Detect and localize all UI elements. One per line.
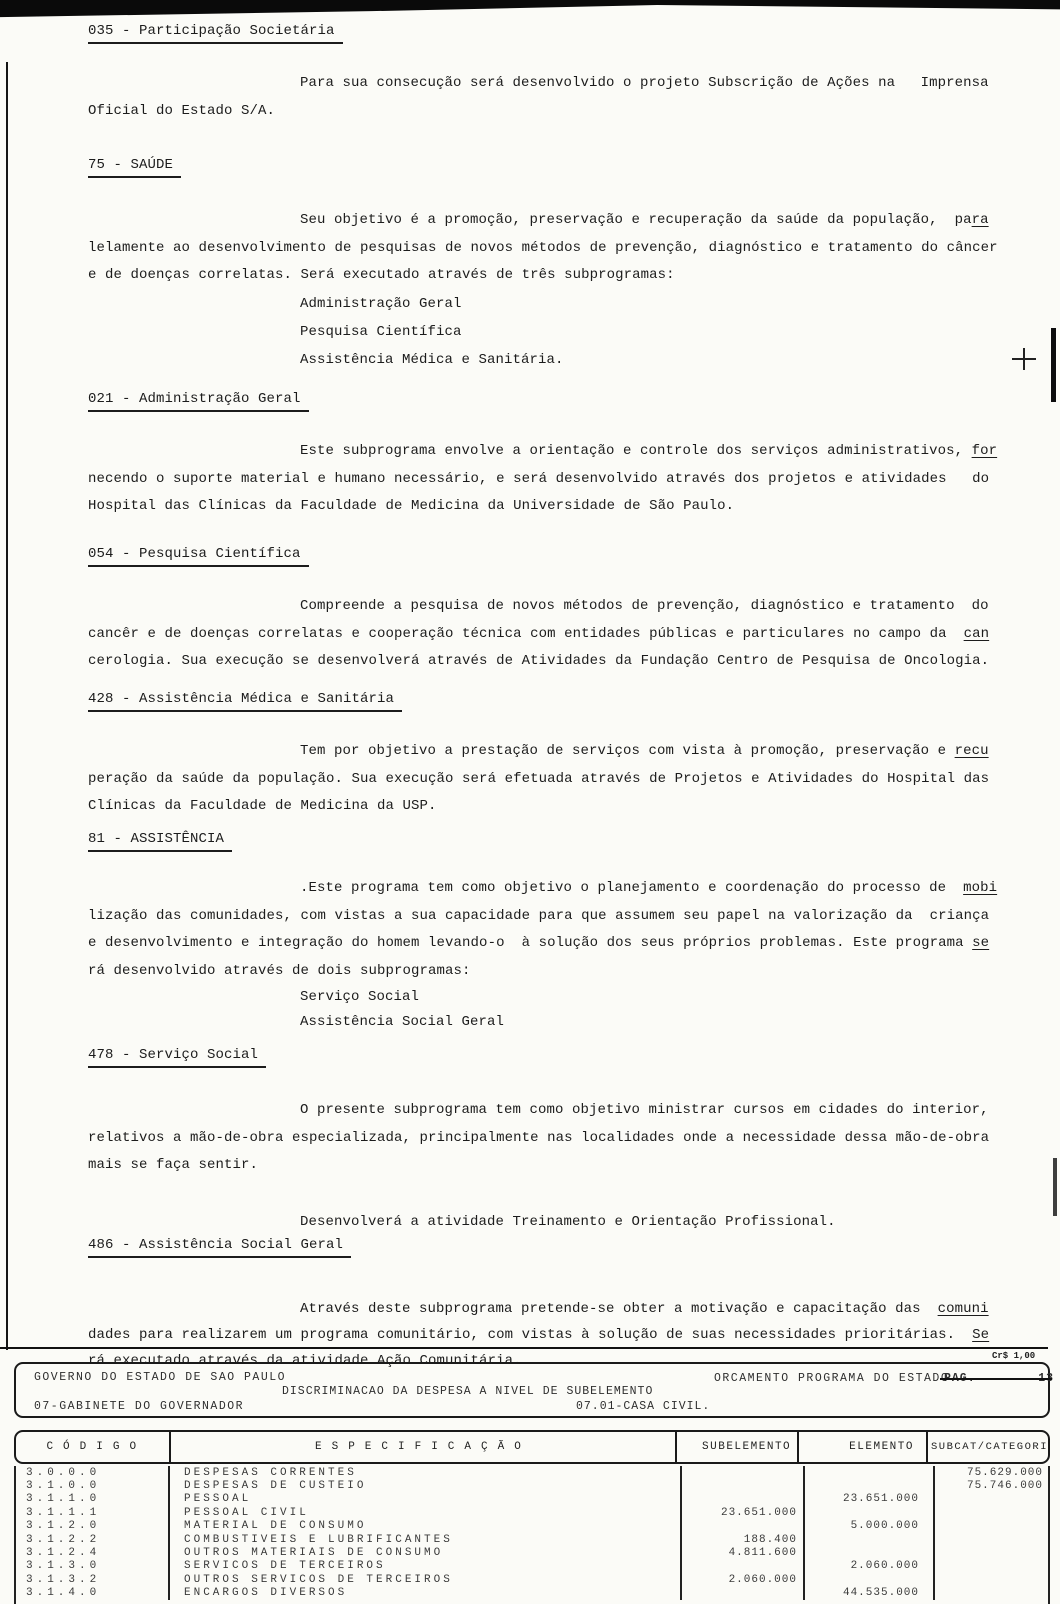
column-header-codigo: CÓDIGO [46,1441,147,1453]
subprogram-list [88,985,1018,1034]
department-name: 07-GABINETE DO GOVERNADOR [34,1400,245,1413]
budget-unit: 07.01-CASA CIVIL. [576,1400,711,1413]
cell-subcat-categoria [933,1506,1048,1519]
cell-codigo: 3.1.0.0 [26,1480,101,1493]
cell-subcat-categoria: 75.746.000 [933,1479,1048,1492]
paragraph-line: e de doenças correlatas. Será executado através de três subprogramas: [88,267,675,283]
cell-especificacao: SERVICOS DE TERCEIROS [168,1560,680,1573]
cell-especificacao: PESSOAL [168,1493,680,1506]
paragraph-line: cancêr e de doenças correlatas e cooperação técnica com entidades públicas e particulares no campo da can [88,625,990,642]
cell-subcat-categoria [933,1573,1048,1586]
cell-especificacao: PESSOAL CIVIL [168,1506,680,1519]
column-header-subcat-categoria: SUBCAT/CATEGORI [926,1432,1048,1462]
paragraph [88,207,1018,290]
section-heading: 478 - Serviço Social [88,1046,266,1068]
subprogram-list [88,290,1018,374]
column-header-especificacao: ESPECIFICAÇÃO [169,1432,676,1462]
table-row [16,1587,1048,1600]
paragraph-line: Através deste subprograma pretende-se obter a motivação e capacitação das comuni [300,1301,989,1317]
cell-elemento [803,1533,933,1546]
table-row [16,1506,1048,1519]
paragraph-line: rá desenvolvido através de dois subprogramas: [88,962,471,979]
cell-especificacao: OUTROS MATERIAIS DE CONSUMO [168,1546,680,1559]
table-row [16,1546,1048,1559]
cell-subelemento [680,1587,803,1600]
hyphenation-underline: mobi [963,880,998,896]
paragraph-line: Seu objetivo é a promoção, preservação e recuperação da saúde da população, para [300,212,989,228]
cell-subcat-categoria [933,1546,1048,1559]
hyphenation-underline: for [971,443,998,459]
cell-codigo: 3.1.2.0 [26,1520,101,1533]
paragraph [88,738,1018,821]
paragraph-line: Desenvolverá a atividade Treinamento e Orientação Profissional. [300,1213,836,1230]
cell-subcat-categoria [933,1520,1048,1533]
paragraph-line: .Este programa tem como objetivo o planejamento e coordenação do processo de mobi [300,880,998,896]
section-s478 [88,1046,1018,1236]
paragraph-line: mais se faça sentir. [88,1157,259,1173]
table-row [16,1520,1048,1533]
document-title: ORCAMENTO PROGRAMA DO ESTADO [714,1372,950,1385]
paragraph-line: lização das comunidades, com vistas a sua capacidade para que assumem seu papel na valorização da criança [88,907,990,924]
cell-subcat-categoria [933,1560,1048,1573]
paragraph-line: Hospital das Clínicas da Faculdade de Medicina da Universidade de São Paulo. [88,498,735,514]
section-heading: 81 - ASSISTÊNCIA [88,830,232,852]
section-s81 [88,830,1018,1034]
cell-elemento [803,1479,933,1492]
cell-codigo: 3.1.3.2 [26,1573,101,1586]
list-item: Assistência Social Geral [300,1013,505,1030]
section-heading: 486 - Assistência Social Geral [88,1236,351,1258]
section-s428 [88,690,1018,821]
cell-subelemento: 23.651.000 [680,1506,803,1519]
section-s054 [88,545,1018,676]
hyphenation-underline: se [972,935,990,951]
page-bottom-rule [0,1347,1048,1349]
hyphenation-underline: comuni [937,1301,989,1317]
paragraph-line: Tem por objetivo a prestação de serviços com vista à promoção, preservação e recu [300,743,989,759]
page-indicator-struck [944,1372,1054,1385]
section-s486 [88,1236,1018,1374]
budget-form-header [14,1362,1054,1418]
cell-elemento [803,1466,933,1479]
hyphenation-underline: Se [972,1327,990,1343]
cell-subelemento [680,1493,803,1506]
cell-elemento: 44.535.000 [803,1587,933,1600]
cell-subelemento: 4.811.600 [680,1546,803,1559]
cell-especificacao: ENCARGOS DIVERSOS [168,1587,680,1600]
section-heading: 054 - Pesquisa Científica [88,545,309,567]
currency-unit-note: Cr$ 1,00 [992,1351,1036,1361]
cell-subcat-categoria: 75.629.000 [933,1466,1048,1479]
paragraph-line: relativos a mão-de-obra especializada, principalmente nas localidades onde a necessidade dessa mão-de-obra [88,1129,990,1146]
page-label: PAG. [944,1372,976,1385]
cell-elemento [803,1546,933,1559]
cell-subcat-categoria [933,1533,1048,1546]
cell-especificacao: DESPESAS CORRENTES [168,1466,680,1479]
section-heading: 428 - Assistência Médica e Sanitária [88,690,402,712]
cell-codigo: 3.1.2.4 [26,1547,101,1560]
paragraph [88,1209,1018,1237]
paragraph [88,1097,1018,1180]
table-row [16,1493,1048,1506]
paragraph-line: peração da saúde da população. Sua execução será efetuada através de Projetos e Atividades do Hospital das [88,770,990,787]
paragraph-line: Este subprograma envolve a orientação e controle dos serviços administrativos, for [300,443,998,459]
paragraph-line: Para sua consecução será desenvolvido o projeto Subscrição de Ações na Imprensa [300,75,989,91]
paragraph-line: cerologia. Sua execução se desenvolverá através de Atividades da Fundação Centro de Pesquisa de Oncologia. [88,653,990,669]
paragraph-line: necendo o suporte material e humano necessário, e será desenvolvido através dos projetos e atividades do [88,470,990,487]
cell-codigo: 3.0.0.0 [26,1466,101,1479]
column-header-subelemento: SUBELEMENTO [675,1432,797,1462]
paragraph-line: lelamente ao desenvolvimento de pesquisas de novos métodos de prevenção, diagnóstico e tratamento do câncer [88,239,998,256]
cell-codigo: 3.1.2.2 [26,1533,101,1546]
cell-elemento: 2.060.000 [803,1560,933,1573]
paragraph-line: rá executado através da atividade Ação Comunitária. [88,1353,522,1369]
table-header-row [14,1430,1050,1464]
cell-subcat-categoria [933,1587,1048,1600]
section-s021 [88,390,1018,521]
list-item: Serviço Social [300,989,420,1005]
section-heading: 035 - Participação Societária [88,22,343,44]
table-row [16,1573,1048,1586]
table-row [16,1560,1048,1573]
section-s035 [88,22,1018,125]
cell-subelemento [680,1466,803,1479]
table-row [16,1479,1048,1492]
paragraph [88,593,1018,676]
paragraph-line: dades para realizarem um programa comunitário, com vistas à solução de suas necessidades prioritárias. Se [88,1327,990,1343]
cell-subelemento: 2.060.000 [680,1573,803,1586]
cell-codigo: 3.1.1.1 [26,1506,101,1519]
budget-table-body [14,1466,1050,1604]
list-item: Pesquisa Científica [300,323,462,340]
cell-codigo: 3.1.3.0 [26,1560,101,1573]
paragraph-line: Compreende a pesquisa de novos métodos de prevenção, diagnóstico e tratamento do [300,598,989,614]
column-header-elemento: ELEMENTO [797,1432,926,1462]
paragraph-line: O presente subprograma tem como objetivo ministrar cursos em cidades do interior, [300,1102,989,1118]
cell-subelemento [680,1479,803,1492]
paragraph-line: Oficial do Estado S/A. [88,102,276,119]
paragraph [88,70,1018,125]
cell-codigo: 3.1.4.0 [26,1587,101,1600]
section-heading: 021 - Administração Geral [88,390,309,412]
cell-elemento: 23.651.000 [803,1493,933,1506]
paragraph [88,438,1018,521]
hyphenation-underline: recu [954,743,989,759]
table-row [16,1533,1048,1546]
table-row [16,1466,1048,1479]
cell-elemento: 5.000.000 [803,1520,933,1533]
list-item: Administração Geral [300,295,462,312]
paragraph [88,875,1018,985]
cell-subelemento: 188.400 [680,1533,803,1546]
section-heading: 75 - SAÚDE [88,156,181,178]
cell-elemento [803,1506,933,1519]
cell-especificacao: DESPESAS DE CUSTEIO [168,1479,680,1492]
cell-especificacao: COMBUSTIVEIS E LUBRIFICANTES [168,1533,680,1546]
paragraph-line: e desenvolvimento e integração do homem levando-o à solução dos seus próprios problemas. Este programa se [88,935,990,951]
hyphenation-underline: can [963,625,990,642]
cell-elemento [803,1573,933,1586]
cell-subelemento [680,1520,803,1533]
cell-subelemento [680,1560,803,1573]
cell-especificacao: MATERIAL DE CONSUMO [168,1520,680,1533]
page-number: 13 [1038,1372,1054,1385]
section-s75 [88,156,1018,374]
cell-subcat-categoria [933,1493,1048,1506]
paragraph-line: Clínicas da Faculdade de Medicina da USP. [88,798,437,814]
form-title: DISCRIMINACAO DA DESPESA A NIVEL DE SUBELEMENTO [282,1385,654,1398]
cell-codigo: 3.1.1.0 [26,1493,101,1506]
list-item: Assistência Médica e Sanitária. [300,351,564,368]
hyphenation-underline: ra [971,212,989,228]
government-name: GOVERNO DO ESTADO DE SAO PAULO [34,1371,287,1384]
cell-especificacao: OUTROS SERVICOS DE TERCEIROS [168,1573,680,1586]
